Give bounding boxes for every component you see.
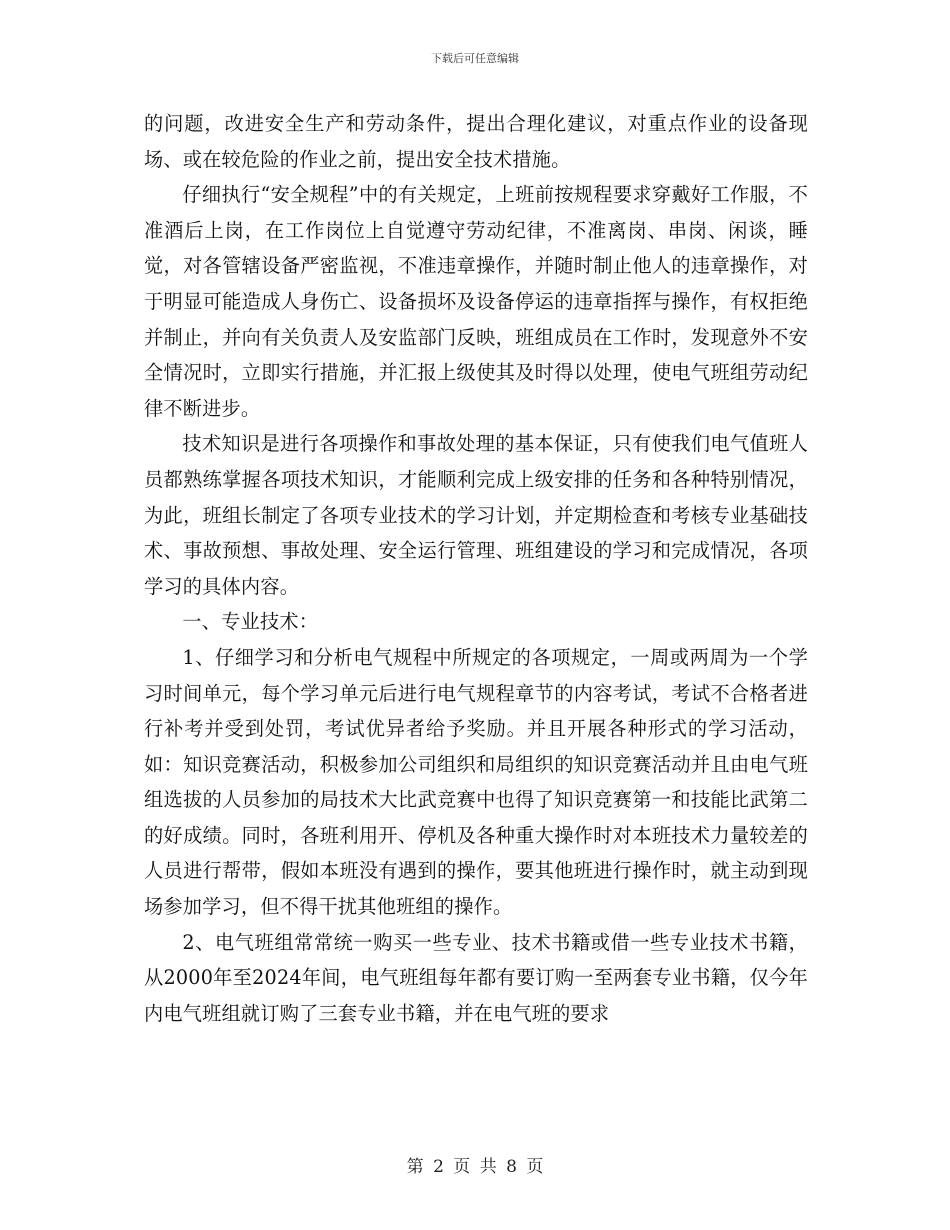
document-body (144, 106, 808, 1031)
page-header: 下载后可任意编辑 (431, 52, 519, 65)
paragraph-3: 技术知识是进行各项操作和事故处理的基本保证，只有使我们电气值班人员都熟练掌握各项技术知识，才能顺利完成上级安排的任务和各种特别情况，为此，班组长制定了各项专业技术的学习计划，并定期检查和考核专业基础技术、事故预想、事故处理、安全运行管理、班组建设的学习和完成情况，各项学习的具体内容。 (144, 432, 808, 598)
paragraph-item-1: 1、仔细学习和分析电气规程中所规定的各项规定，一周或两周为一个学习时间单元，每个学习单元后进行电气规程章节的内容考试，考试不合格者进行补考并受到处罚，考试优异者给予奖励。并且开展各种形式的学习活动，如：知识竞赛活动，积极参加公司组织和局组织的知识竞赛活动并且由电气班组选拔的人员参加的局技术大比武竞赛中也得了知识竞赛第一和技能比武第二的好成绩。同时，各班利用开、停机及各种重大操作时对本班技术力量较差的人员进行帮带，假如本班没有遇到的操作，要其他班进行操作时，就主动到现场参加学习，但不得干扰其他班组的操作。 (144, 645, 808, 919)
page-number-footer: 第 2 页 共 8 页 (406, 1157, 544, 1177)
paragraph-2: 仔细执行“安全规程”中的有关规定，上班前按规程要求穿戴好工作服，不准酒后上岗，在工作岗位上自觉遵守劳动纪律，不准离岗、串岗、闲谈，睡觉，对各管辖设备严密监视，不准违章操作，并随时制止他人的违章操作，对于明显可能造成人身伤亡、设备损坏及设备停运的违章指挥与操作，有权拒绝并制止，并向有关负责人及安监部门反映，班组成员在工作时，发现意外不安全情况时，立即实行措施，并汇报上级使其及时得以处理，使电气班组劳动纪律不断进步。 (144, 183, 808, 420)
paragraph-item-2: 2、电气班组常常统一购买一些专业、技术书籍或借一些专业技术书籍，从2000年至2024年间，电气班组每年都有要订购一至两套专业书籍，仅今年内电气班组就订购了三套专业书籍，并在电气班的要求 (144, 930, 808, 1025)
section-heading: 一、专业技术： (182, 610, 319, 634)
paragraph-1: 的问题，改进安全生产和劳动条件，提出合理化建议，对重点作业的设备现场、或在较危险的作业之前，提出安全技术措施。 (144, 112, 808, 171)
